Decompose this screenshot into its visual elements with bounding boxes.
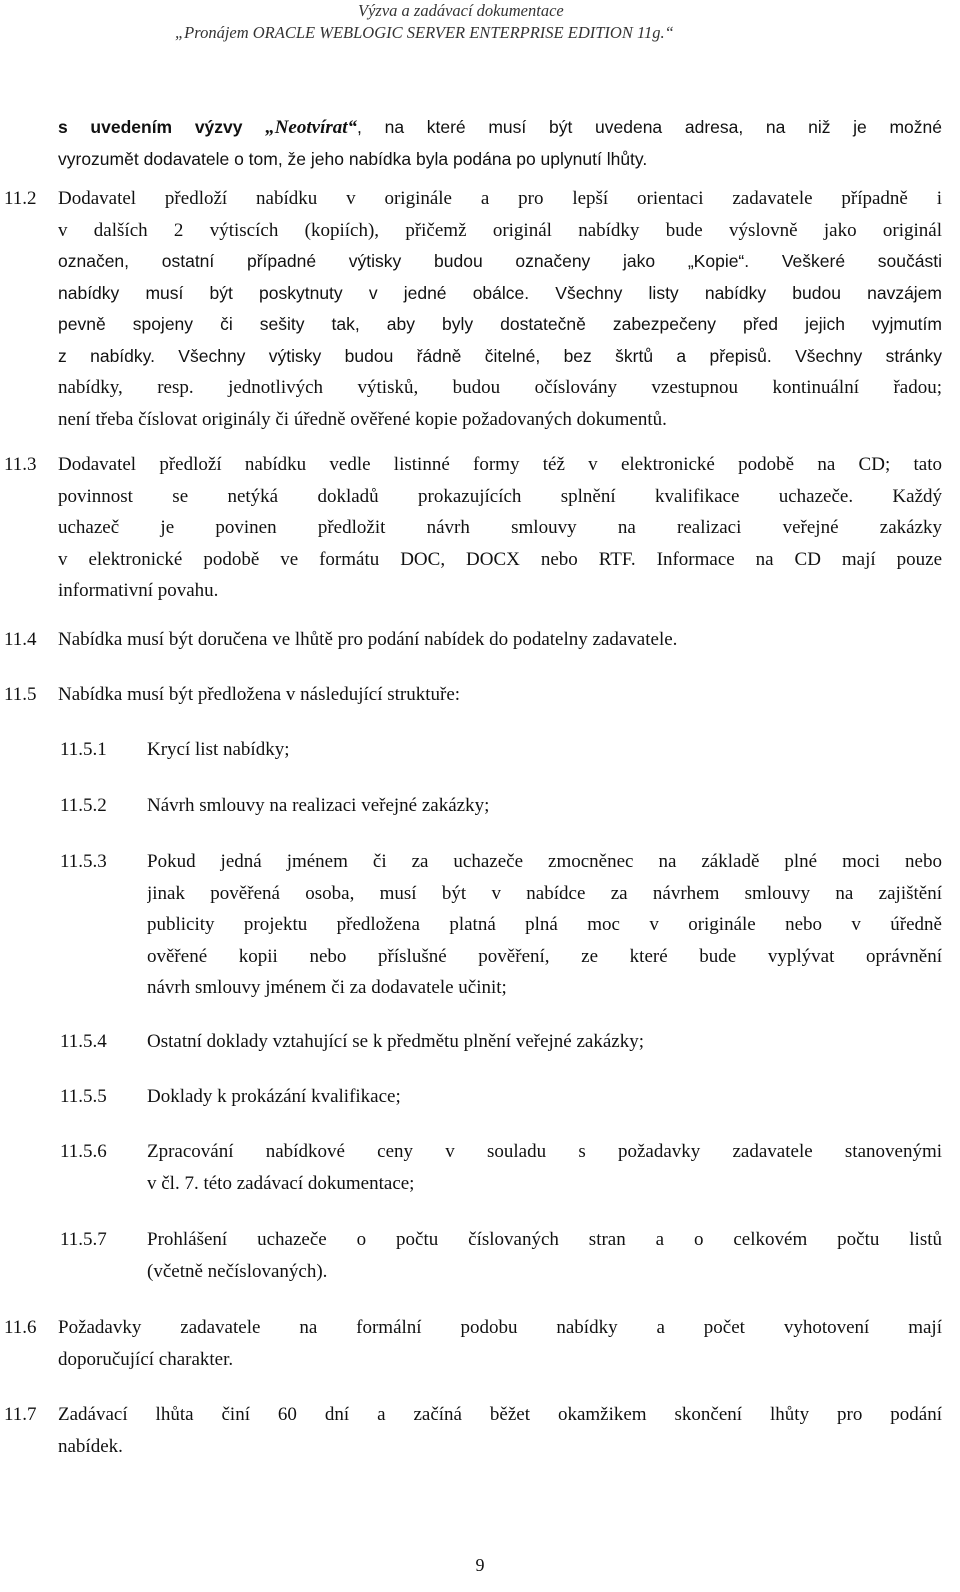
header-subtitle: „Pronájem ORACLE WEBLOGIC SERVER ENTERPRISE EDITION 11g.“ bbox=[175, 23, 674, 42]
intro-bold-prefix: s uvedením výzvy bbox=[58, 117, 266, 137]
subitem-text bbox=[147, 846, 942, 1004]
line: Prohlášení uchazeče o počtu číslovaných stran a o celkovém počtu listů bbox=[147, 1229, 942, 1250]
subitem-number: 11.5.7 bbox=[60, 1229, 107, 1250]
section-text bbox=[58, 183, 942, 435]
section-text bbox=[58, 679, 942, 711]
line: informativní povahu. bbox=[58, 580, 219, 601]
line: Krycí list nabídky; bbox=[147, 739, 290, 760]
line: Dodavatel předloží nabídku v originále a pro lepší orientaci zadavatele případně i bbox=[58, 188, 942, 209]
line: (včetně nečíslovaných). bbox=[147, 1260, 328, 1282]
line: Návrh smlouvy na realizaci veřejné zakázky; bbox=[147, 795, 490, 816]
subitem-number: 11.5.6 bbox=[60, 1141, 107, 1162]
subitem-text bbox=[147, 1026, 942, 1058]
line: doporučující charakter. bbox=[58, 1348, 234, 1370]
section-number: 11.7 bbox=[4, 1404, 37, 1425]
section-text bbox=[58, 624, 942, 656]
subitem-number: 11.5.3 bbox=[60, 851, 107, 872]
line: v dalších 2 výtiscích (kopiích), přičemž originál nabídky bude výslovně jako originál bbox=[58, 219, 942, 241]
line: Ostatní doklady vztahující se k předmětu plnění veřejné zakázky; bbox=[147, 1031, 644, 1052]
line: publicity projektu předložena platná plná moc v originále nebo v úředně bbox=[147, 914, 942, 935]
line: Nabídka musí být předložena v následující struktuře: bbox=[58, 684, 461, 705]
section-number: 11.6 bbox=[4, 1317, 37, 1338]
line: Dodavatel předloží nabídku vedle listinné formy též v elektronické podobě na CD; tato bbox=[58, 454, 942, 475]
section-number: 11.5 bbox=[4, 684, 37, 705]
section-text bbox=[58, 1399, 942, 1462]
line: pevně spojeny či sešity tak, aby byly dostatečně zabezpečeny před jejich vyjmutím bbox=[58, 314, 942, 334]
line: povinnost se netýká dokladů prokazujících splnění kvalifikace uchazeče. Každý bbox=[58, 485, 942, 507]
subitem-text bbox=[147, 1081, 942, 1113]
subitem-text bbox=[147, 790, 942, 822]
section-number: 11.4 bbox=[4, 629, 37, 650]
line: v čl. 7. této zadávací dokumentace; bbox=[147, 1172, 415, 1194]
line: označen, ostatní případné výtisky budou označeny jako „Kopie“. Veškeré součásti bbox=[58, 251, 942, 271]
subitem-number: 11.5.1 bbox=[60, 739, 107, 760]
line: nabídky musí být poskytnuty v jedné obálce. Všechny listy nabídky budou navzájem bbox=[58, 282, 942, 303]
intro-paragraph bbox=[58, 112, 942, 175]
intro-bold-italic: „Neotvírat“ bbox=[265, 117, 358, 138]
line: v elektronické podobě ve formátu DOC, DOCX nebo RTF. Informace na CD mají pouze bbox=[58, 548, 942, 570]
line: návrh smlouvy jménem či za dodavatele učinit; bbox=[147, 977, 507, 998]
line: z nabídky. Všechny výtisky budou řádně čitelné, bez škrtů a přepisů. Všechny stránky bbox=[58, 345, 942, 366]
line: uchazeč je povinen předložit návrh smlouvy na realizaci veřejné zakázky bbox=[58, 517, 942, 538]
header-title: Výzva a zadávací dokumentace bbox=[358, 1, 564, 20]
subitem-text bbox=[147, 1224, 942, 1287]
line: Pokud jedná jménem či za uchazeče zmocněnec na základě plné moci nebo bbox=[147, 851, 942, 872]
line: není třeba číslovat originály či úředně ověřené kopie požadovaných dokumentů. bbox=[58, 408, 667, 430]
intro-line1-rest: , na které musí být uvedena adresa, na niž je možné bbox=[357, 117, 942, 137]
line: Nabídka musí být doručena ve lhůtě pro podání nabídek do podatelny zadavatele. bbox=[58, 629, 678, 650]
line: Požadavky zadavatele na formální podobu nabídky a počet vyhotovení mají bbox=[58, 1317, 942, 1338]
line: Zadávací lhůta činí 60 dní a začíná běžet okamžikem skončení lhůty pro podání bbox=[58, 1404, 942, 1425]
line: ověřené kopii nebo příslušné pověření, ze které bude vyplývat oprávnění bbox=[147, 945, 942, 967]
line: Doklady k prokázání kvalifikace; bbox=[147, 1086, 401, 1107]
subitem-number: 11.5.4 bbox=[60, 1031, 107, 1052]
subitem-text bbox=[147, 1136, 942, 1199]
section-text bbox=[58, 449, 942, 607]
intro-line-2: vyrozumět dodavatele o tom, že jeho nabídka byla podána po uplynutí lhůty. bbox=[58, 148, 648, 169]
subitem-text bbox=[147, 734, 942, 766]
line: nabídky, resp. jednotlivých výtisků, budou očíslovány vzestupnou kontinuální řadou; bbox=[58, 377, 942, 398]
line: nabídek. bbox=[58, 1435, 123, 1457]
section-number: 11.3 bbox=[4, 454, 37, 475]
section-11-2 bbox=[0, 183, 946, 443]
subitem-number: 11.5.5 bbox=[60, 1086, 107, 1107]
line: jinak pověřená osoba, musí být v nabídce za návrhem smlouvy na zajištění bbox=[147, 882, 942, 904]
subitem-number: 11.5.2 bbox=[60, 795, 107, 816]
line: Zpracování nabídkové ceny v souladu s požadavky zadavatele stanovenými bbox=[147, 1141, 942, 1162]
intro-line-1 bbox=[58, 112, 942, 144]
section-text bbox=[58, 1312, 942, 1375]
page-number: 9 bbox=[475, 1555, 485, 1575]
section-number: 11.2 bbox=[4, 188, 37, 209]
